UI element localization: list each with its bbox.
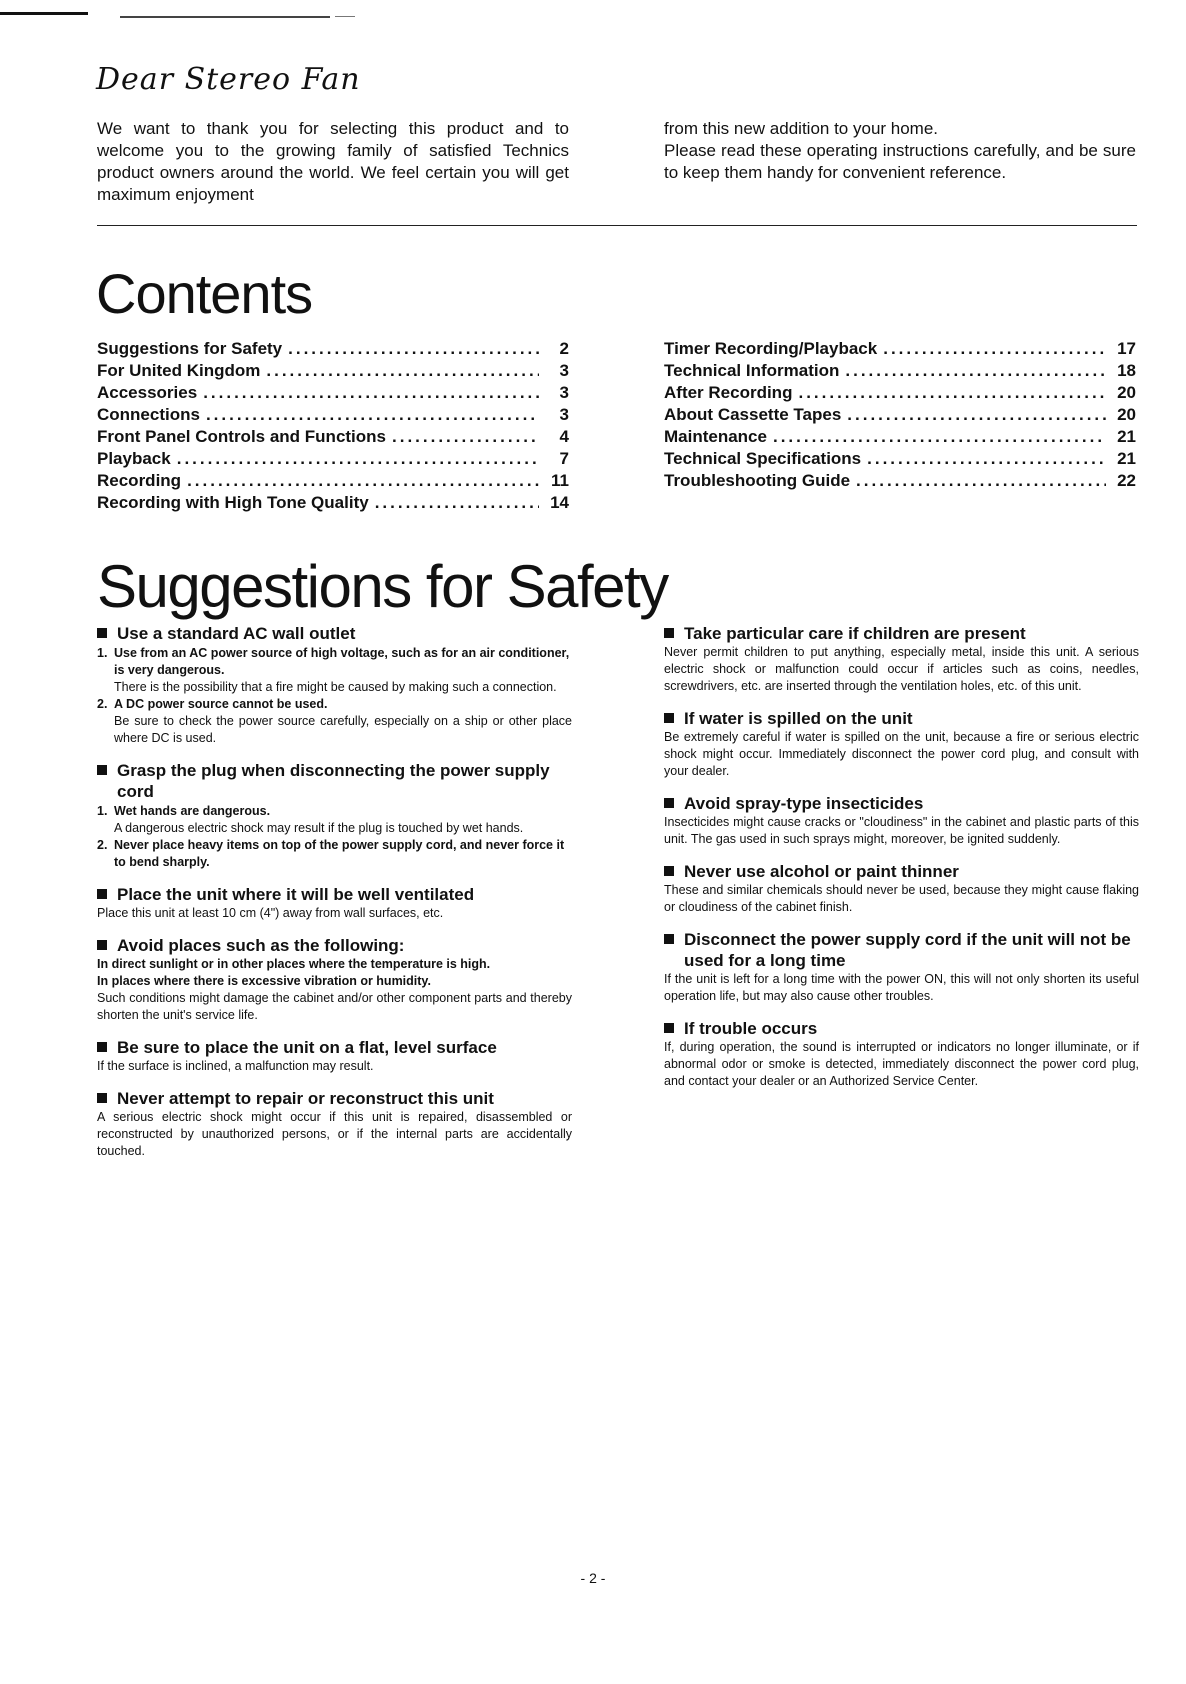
intro-paragraph: from this new addition to your home. bbox=[664, 119, 939, 138]
section-text: If the unit is left for a long time with the power ON, this will not only shorten its useful operation life, but may also cause other troubles. bbox=[664, 972, 1139, 1003]
toc-leader bbox=[288, 339, 539, 359]
item-number: 1. bbox=[97, 804, 108, 818]
safety-section bbox=[664, 1018, 1139, 1090]
section-text: Place this unit at least 10 cm (4") away from wall surfaces, etc. bbox=[97, 906, 444, 920]
toc-leader bbox=[845, 361, 1106, 381]
toc-leader bbox=[392, 427, 539, 447]
list-item bbox=[97, 645, 572, 696]
safety-right-column bbox=[664, 623, 1139, 1103]
toc-leader bbox=[847, 405, 1106, 425]
section-text: Such conditions might damage the cabinet and/or other component parts and thereby shorten the unit's service life. bbox=[97, 991, 572, 1022]
section-heading: Avoid spray-type insecticides bbox=[664, 793, 1139, 814]
scan-artifact bbox=[0, 12, 88, 15]
toc-leader bbox=[203, 383, 539, 403]
toc-entry[interactable] bbox=[664, 427, 1136, 449]
toc-page: 14 bbox=[550, 493, 569, 512]
toc-entry[interactable] bbox=[664, 405, 1136, 427]
section-text: In direct sunlight or in other places where the temperature is high. bbox=[97, 957, 491, 971]
toc-title: Technical Specifications bbox=[664, 449, 862, 468]
intro-paragraph: Please read these operating instructions carefully, and be sure to keep them handy for convenient reference. bbox=[664, 141, 1136, 182]
bullet-square-icon bbox=[97, 628, 107, 638]
toc-leader bbox=[773, 427, 1106, 447]
item-lead: Use from an AC power source of high voltage, such as for an air conditioner, is very dangerous. bbox=[114, 646, 570, 677]
toc-entry[interactable] bbox=[97, 405, 569, 427]
toc-title: Troubleshooting Guide bbox=[664, 471, 851, 490]
toc-title: Connections bbox=[97, 405, 200, 424]
section-heading: Take particular care if children are present bbox=[664, 623, 1139, 644]
toc-right-column bbox=[664, 339, 1136, 493]
section-heading: Be sure to place the unit on a flat, level surface bbox=[97, 1037, 572, 1058]
safety-heading: Suggestions for Safety bbox=[97, 553, 668, 620]
safety-section bbox=[97, 760, 572, 871]
toc-left-column bbox=[97, 339, 569, 515]
toc-entry[interactable] bbox=[97, 449, 569, 471]
bullet-square-icon bbox=[664, 628, 674, 638]
scan-artifact bbox=[120, 16, 330, 18]
safety-section bbox=[664, 793, 1139, 848]
toc-leader bbox=[375, 493, 539, 513]
list-item bbox=[97, 803, 572, 837]
section-text: Never permit children to put anything, especially metal, inside this unit. A serious electric shock or malfunction could occur if articles such as coins, needles, screwdrivers, etc. are inserted through the ventilation holes, etc. of this unit. bbox=[664, 645, 1139, 693]
list-item bbox=[97, 837, 572, 871]
scan-artifact bbox=[335, 16, 355, 17]
toc-leader bbox=[206, 405, 539, 425]
bullet-square-icon bbox=[97, 1093, 107, 1103]
safety-section bbox=[664, 929, 1139, 1005]
section-heading: Never use alcohol or paint thinner bbox=[664, 861, 1139, 882]
toc-title: Maintenance bbox=[664, 427, 767, 446]
bullet-square-icon bbox=[97, 889, 107, 899]
contents-heading: Contents bbox=[96, 262, 313, 325]
safety-left-column bbox=[97, 623, 572, 1173]
section-heading: If trouble occurs bbox=[664, 1018, 1139, 1039]
toc-page: 22 bbox=[1117, 471, 1136, 490]
safety-section bbox=[664, 623, 1139, 695]
item-number: 2. bbox=[97, 697, 108, 711]
toc-title: Technical Information bbox=[664, 361, 840, 380]
item-description: Be sure to check the power source carefully, especially on a ship or other place where DC is used. bbox=[114, 714, 572, 745]
bullet-square-icon bbox=[97, 940, 107, 950]
section-heading: If water is spilled on the unit bbox=[664, 708, 1139, 729]
toc-page: 2 bbox=[559, 339, 569, 358]
toc-page: 18 bbox=[1117, 361, 1136, 380]
toc-entry[interactable] bbox=[664, 449, 1136, 471]
section-text: If, during operation, the sound is interrupted or indicators no longer illuminate, or if abnormal odor or smoke is detected, immediately disconnect the power cord plug, and contact your dealer or an Authorized Service Center. bbox=[664, 1040, 1139, 1088]
safety-section bbox=[97, 935, 572, 1024]
toc-title: Suggestions for Safety bbox=[97, 339, 283, 358]
item-number: 1. bbox=[97, 646, 108, 660]
bullet-square-icon bbox=[664, 866, 674, 876]
toc-title: About Cassette Tapes bbox=[664, 405, 842, 424]
toc-page: 20 bbox=[1117, 383, 1136, 402]
section-heading: Disconnect the power supply cord if the unit will not be used for a long time bbox=[664, 929, 1139, 971]
toc-title: Timer Recording/Playback bbox=[664, 339, 878, 358]
toc-leader bbox=[867, 449, 1106, 469]
intro-right-column bbox=[664, 118, 1136, 184]
item-description: A dangerous electric shock may result if the plug is touched by wet hands. bbox=[114, 821, 524, 835]
safety-section bbox=[664, 708, 1139, 780]
intro-left-column bbox=[97, 118, 569, 206]
section-heading: Never attempt to repair or reconstruct this unit bbox=[97, 1088, 572, 1109]
section-text: Insecticides might cause cracks or "cloudiness" in the cabinet and plastic parts of this unit. The gas used in such sprays might, moreover, be ignited suddenly. bbox=[664, 815, 1139, 846]
toc-entry[interactable] bbox=[97, 493, 569, 515]
section-text: A serious electric shock might occur if this unit is repaired, disassembled or reconstructed by unauthorized persons, or if the internal parts are accidentally touched. bbox=[97, 1110, 572, 1158]
toc-entry[interactable] bbox=[664, 361, 1136, 383]
item-lead: Never place heavy items on top of the power supply cord, and never force it to bend sharply. bbox=[114, 838, 565, 869]
page-number: - 2 - bbox=[580, 1570, 606, 1586]
toc-page: 3 bbox=[559, 405, 569, 424]
bullet-square-icon bbox=[664, 713, 674, 723]
section-heading: Avoid places such as the following: bbox=[97, 935, 572, 956]
safety-section bbox=[97, 1037, 572, 1075]
bullet-square-icon bbox=[97, 1042, 107, 1052]
toc-page: 21 bbox=[1117, 449, 1136, 468]
divider bbox=[97, 225, 1137, 226]
toc-title: After Recording bbox=[664, 383, 793, 402]
bullet-square-icon bbox=[664, 798, 674, 808]
greeting: Dear Stereo Fan bbox=[96, 62, 361, 97]
toc-entry[interactable] bbox=[664, 339, 1136, 361]
toc-title: For United Kingdom bbox=[97, 361, 261, 380]
toc-title: Accessories bbox=[97, 383, 198, 402]
section-heading: Grasp the plug when disconnecting the power supply cord bbox=[97, 760, 572, 802]
toc-entry[interactable] bbox=[97, 361, 569, 383]
bullet-square-icon bbox=[97, 765, 107, 775]
toc-page: 11 bbox=[551, 471, 569, 490]
intro-paragraph: We want to thank you for selecting this product and to welcome you to the growing family of satisfied Technics product owners around the world. We feel certain you will get maximum enjoyment bbox=[97, 119, 569, 204]
toc-leader bbox=[856, 471, 1106, 491]
toc-leader bbox=[177, 449, 539, 469]
toc-entry[interactable] bbox=[664, 471, 1136, 493]
toc-leader bbox=[187, 471, 539, 491]
bullet-square-icon bbox=[664, 1023, 674, 1033]
toc-leader bbox=[883, 339, 1106, 359]
toc-page: 20 bbox=[1117, 405, 1136, 424]
toc-entry[interactable] bbox=[97, 427, 569, 449]
toc-title: Recording bbox=[97, 471, 182, 490]
safety-section bbox=[664, 861, 1139, 916]
section-text: These and similar chemicals should never be used, because they might cause flaking or cloudiness of the cabinet finish. bbox=[664, 883, 1139, 914]
toc-page: 3 bbox=[559, 383, 569, 402]
safety-section bbox=[97, 1088, 572, 1160]
toc-page: 3 bbox=[559, 361, 569, 380]
toc-leader bbox=[798, 383, 1106, 403]
item-number: 2. bbox=[97, 838, 108, 852]
toc-title: Recording with High Tone Quality bbox=[97, 493, 369, 512]
section-text: Be extremely careful if water is spilled on the unit, because a fire or serious electric shock might occur. Immediately disconnect the power cord plug, and consult with your dealer. bbox=[664, 730, 1139, 778]
toc-page: 7 bbox=[559, 449, 569, 468]
toc-title: Playback bbox=[97, 449, 171, 468]
toc-entry[interactable] bbox=[97, 471, 569, 493]
section-heading: Use a standard AC wall outlet bbox=[97, 623, 572, 644]
bullet-square-icon bbox=[664, 934, 674, 944]
safety-section bbox=[97, 884, 572, 922]
toc-leader bbox=[266, 361, 539, 381]
toc-entry[interactable] bbox=[664, 383, 1136, 405]
section-text: If the surface is inclined, a malfunction may result. bbox=[97, 1059, 374, 1073]
item-lead: A DC power source cannot be used. bbox=[114, 697, 328, 711]
toc-page: 4 bbox=[559, 427, 569, 446]
section-heading: Place the unit where it will be well ventilated bbox=[97, 884, 572, 905]
item-lead: Wet hands are dangerous. bbox=[114, 804, 271, 818]
item-description: There is the possibility that a fire might be caused by making such a connection. bbox=[114, 680, 557, 694]
toc-page: 17 bbox=[1117, 339, 1136, 358]
toc-entry[interactable] bbox=[97, 383, 569, 405]
toc-page: 21 bbox=[1117, 427, 1136, 446]
section-text: In places where there is excessive vibration or humidity. bbox=[97, 974, 431, 988]
toc-title: Front Panel Controls and Functions bbox=[97, 427, 386, 446]
toc-entry[interactable] bbox=[97, 339, 569, 361]
list-item bbox=[97, 696, 572, 747]
safety-section bbox=[97, 623, 572, 747]
